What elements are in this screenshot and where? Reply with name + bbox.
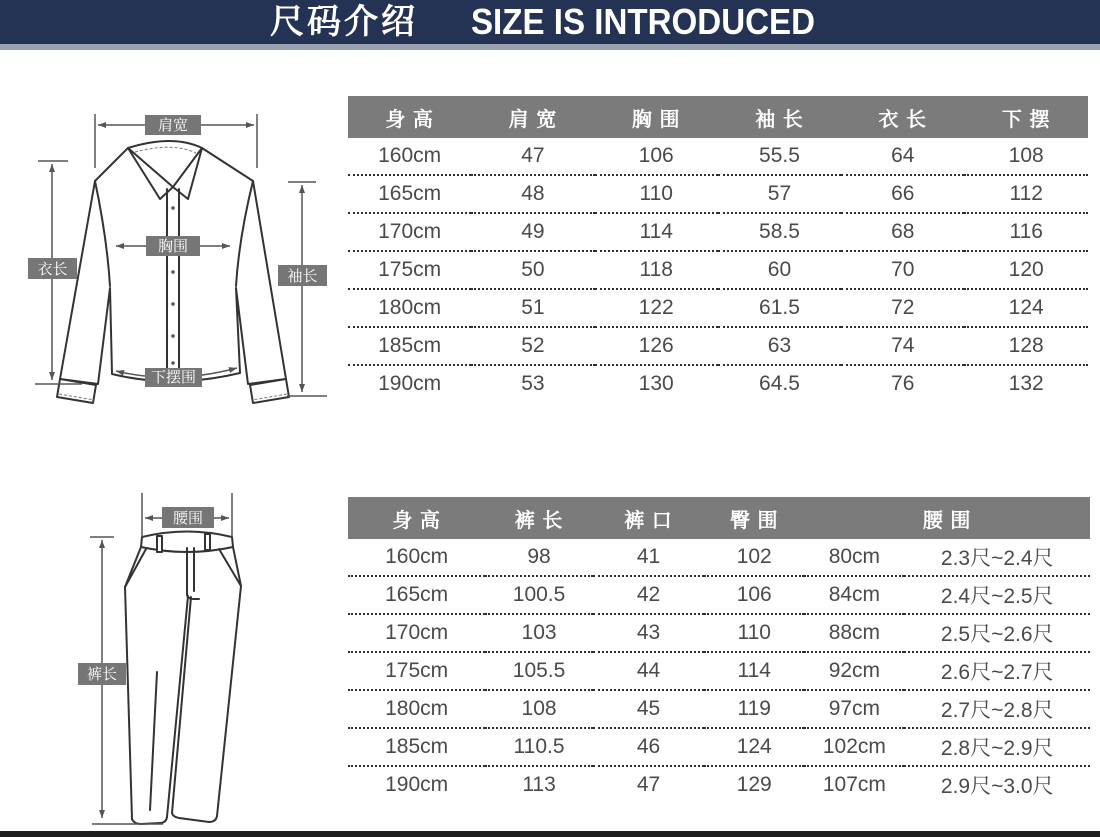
table-row xyxy=(348,289,1088,327)
cell: 2.9尺~3.0尺 xyxy=(940,775,1054,798)
cell: 112 xyxy=(964,175,1088,213)
shirt-measurement-diagram xyxy=(10,58,350,420)
pants-measurement-diagram xyxy=(60,480,360,832)
cell: 46 xyxy=(593,728,704,766)
page-title-chinese: 尺码介绍 xyxy=(269,3,418,41)
cell: 160cm xyxy=(348,539,485,576)
cell: 66 xyxy=(841,175,964,213)
cell: 180cm xyxy=(348,289,471,327)
table-row xyxy=(348,327,1088,365)
cell: 185cm xyxy=(348,327,471,365)
cell: 84cm xyxy=(804,576,904,614)
cell: 114 xyxy=(595,213,718,251)
garment-length-label: 衣长 xyxy=(37,261,68,278)
cell: 57 xyxy=(718,175,841,213)
page-title-english: SIZE IS INTRODUCED xyxy=(470,1,816,42)
cell: 43 xyxy=(593,614,704,652)
cell: 98 xyxy=(485,539,593,576)
table-row xyxy=(348,766,1090,803)
column-header: 胸 围 xyxy=(595,96,718,138)
title-banner xyxy=(0,0,1100,44)
column-header: 肩 宽 xyxy=(471,96,594,138)
cell: 50 xyxy=(471,251,594,289)
shirt-drawing xyxy=(57,141,289,403)
cell: 92cm xyxy=(804,652,904,690)
cell: 113 xyxy=(522,773,556,796)
cell: 160cm xyxy=(348,138,471,175)
cell: 102 xyxy=(704,539,804,576)
shoulder-label: 肩宽 xyxy=(157,117,189,134)
table-row xyxy=(348,365,1088,402)
table-row xyxy=(348,652,1090,690)
cell: 124 xyxy=(704,728,804,766)
cell: 108 xyxy=(964,138,1088,175)
cell: 52 xyxy=(471,327,594,365)
column-header: 袖 长 xyxy=(718,96,841,138)
table-row xyxy=(348,690,1090,728)
pants-length-label: 裤长 xyxy=(86,666,118,683)
cell: 2.8尺~2.9尺 xyxy=(904,728,1090,766)
sleeve-length-arrow xyxy=(278,182,327,396)
cell: 110 xyxy=(595,175,718,213)
cell: 118 xyxy=(595,251,718,289)
table-row xyxy=(348,576,1090,614)
shirt-table-header xyxy=(348,96,1088,138)
cell: 120 xyxy=(964,251,1088,289)
cell: 47 xyxy=(636,773,661,796)
sleeve-length-label: 袖长 xyxy=(287,268,318,285)
cell: 100.5 xyxy=(485,576,593,614)
cell: 116 xyxy=(964,213,1088,251)
cell: 49 xyxy=(471,213,594,251)
cell: 129 xyxy=(736,773,772,796)
cell: 122 xyxy=(595,289,718,327)
cell: 114 xyxy=(704,652,804,690)
cell: 61.5 xyxy=(718,289,841,327)
pants-table-header xyxy=(348,497,1090,539)
cell: 190cm xyxy=(378,372,442,395)
table-row xyxy=(348,213,1088,251)
cell: 170cm xyxy=(348,614,485,652)
cell: 130 xyxy=(638,372,674,395)
table-row xyxy=(348,614,1090,652)
cell: 64 xyxy=(841,138,964,175)
cell: 97cm xyxy=(804,690,904,728)
chest-label: 胸围 xyxy=(157,238,189,255)
pants-size-table xyxy=(348,497,1090,803)
column-header: 身 高 xyxy=(348,497,485,539)
cell: 44 xyxy=(593,652,704,690)
column-header: 身 高 xyxy=(348,96,471,138)
cell: 58.5 xyxy=(718,213,841,251)
cell: 45 xyxy=(593,690,704,728)
cell: 48 xyxy=(471,175,594,213)
cell: 2.3尺~2.4尺 xyxy=(904,539,1090,576)
cell: 124 xyxy=(964,289,1088,327)
cell: 41 xyxy=(593,539,704,576)
bottom-border-bar xyxy=(0,831,1100,837)
cell: 53 xyxy=(521,372,545,395)
table-row xyxy=(348,539,1090,576)
table-row xyxy=(348,138,1088,175)
table-row xyxy=(348,728,1090,766)
shirt-table-body xyxy=(348,138,1088,402)
banner-divider xyxy=(0,44,1100,50)
table-row xyxy=(348,175,1088,213)
waist-arrow xyxy=(142,493,232,537)
cell: 47 xyxy=(471,138,594,175)
cell: 55.5 xyxy=(718,138,841,175)
cell: 106 xyxy=(704,576,804,614)
column-header: 衣 长 xyxy=(841,96,964,138)
cell: 185cm xyxy=(348,728,485,766)
table-row xyxy=(348,251,1088,289)
cell: 128 xyxy=(964,327,1088,365)
cell: 2.5尺~2.6尺 xyxy=(904,614,1090,652)
cell: 68 xyxy=(841,213,964,251)
cell: 51 xyxy=(471,289,594,327)
cell: 106 xyxy=(595,138,718,175)
cell: 72 xyxy=(841,289,964,327)
cell: 74 xyxy=(841,327,964,365)
column-header: 下 摆 xyxy=(964,96,1088,138)
cell: 175cm xyxy=(348,652,485,690)
cell: 42 xyxy=(593,576,704,614)
column-header: 裤 长 xyxy=(485,497,593,539)
waist-label: 腰围 xyxy=(172,510,204,527)
cell: 190cm xyxy=(385,773,449,796)
column-header: 臀 围 xyxy=(704,497,804,539)
cell: 175cm xyxy=(348,251,471,289)
cell: 165cm xyxy=(348,175,471,213)
cell: 180cm xyxy=(348,690,485,728)
cell: 88cm xyxy=(804,614,904,652)
column-header: 腰 围 xyxy=(804,497,1090,539)
cell: 107cm xyxy=(822,773,886,796)
cell: 63 xyxy=(718,327,841,365)
cell: 165cm xyxy=(348,576,485,614)
cell: 2.7尺~2.8尺 xyxy=(904,690,1090,728)
cell: 105.5 xyxy=(485,652,593,690)
hem-label: 下摆围 xyxy=(150,369,197,386)
cell: 76 xyxy=(891,372,915,395)
cell: 70 xyxy=(841,251,964,289)
cell: 80cm xyxy=(804,539,904,576)
shirt-size-table xyxy=(348,96,1088,402)
cell: 2.4尺~2.5尺 xyxy=(904,576,1090,614)
pants-drawing xyxy=(125,532,241,825)
cell: 110.5 xyxy=(485,728,593,766)
column-header: 裤 口 xyxy=(593,497,704,539)
cell: 2.6尺~2.7尺 xyxy=(904,652,1090,690)
cell: 119 xyxy=(704,690,804,728)
cell: 64.5 xyxy=(759,372,800,395)
cell: 110 xyxy=(704,614,804,652)
cell: 108 xyxy=(485,690,593,728)
cell: 170cm xyxy=(348,213,471,251)
cell: 103 xyxy=(485,614,593,652)
cell: 126 xyxy=(595,327,718,365)
cell: 132 xyxy=(1008,372,1044,395)
cell: 60 xyxy=(718,251,841,289)
cell: 102cm xyxy=(804,728,904,766)
pants-table-body xyxy=(348,539,1090,803)
pants-length-arrow xyxy=(78,537,163,824)
